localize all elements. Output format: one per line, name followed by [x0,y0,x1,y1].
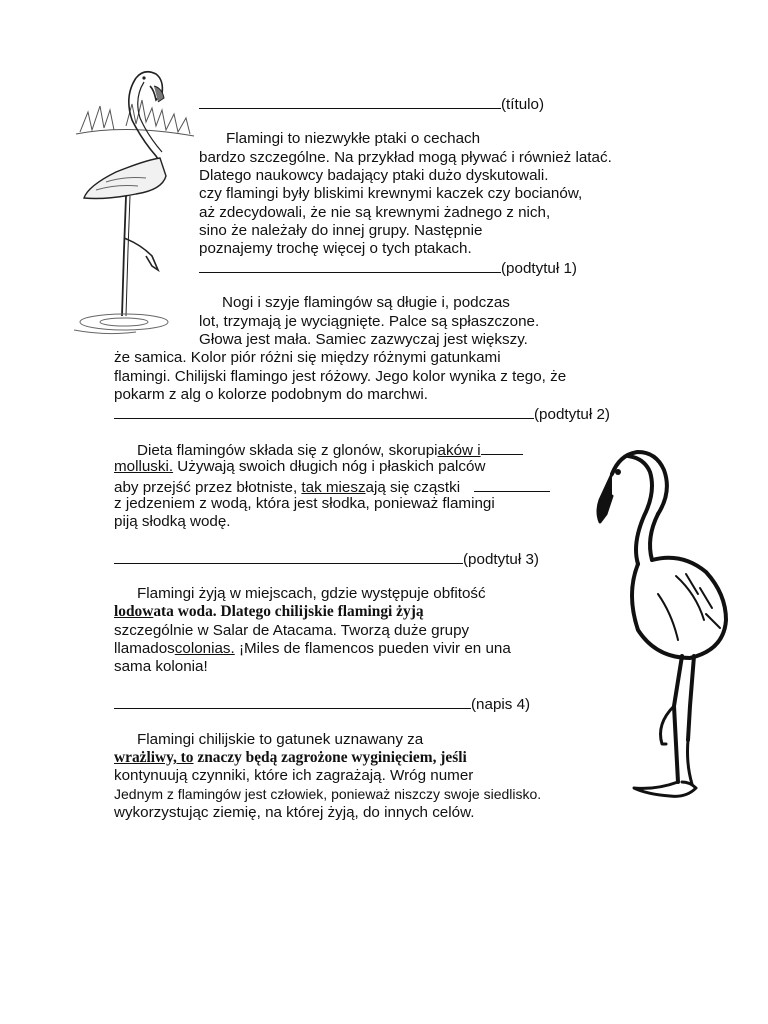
heading-4-blank[interactable] [114,694,471,709]
section3-line-4 [114,640,511,658]
subtitle-2-label: (podtytuł 2) [534,406,610,423]
section4-line-1: Flamingi chilijskie to gatunek uznawany za [137,731,424,748]
section4-line-3: kontynuują czynniki, które ich zagrażają. Wróg numer [114,767,474,784]
section3-underlined-word: lodow [114,603,154,620]
section3-line-3: szczególnie w Salar de Atacama. Tworzą duże grupy [114,622,470,639]
flamingo-sketch-illustration [66,60,198,340]
title-blank[interactable] [199,94,501,109]
section2-underlined-phrase: tak miesz [301,479,366,496]
section1-line-2: lot, trzymają je wyciągnięte. Palce są spłaszczone. [199,313,540,330]
heading-4-label: (napis 4) [471,696,531,713]
section1-line-6: pokarm z alg o kolorze podobnym do marchwi. [114,386,429,403]
section3-line-4-text: ¡Miles de flamencos pueden vivir en una [234,640,511,657]
subtitle-3-blank[interactable] [114,549,463,564]
heading-4-line [114,694,530,714]
section3-line-2-text: ata woda. Dlatego chilijskie flamingi żyją [153,603,424,620]
section3-underlined-colonias: colonias. [174,640,235,657]
section2-line-5: piją słodką wodę. [114,513,231,530]
section2-underlined-molluski: molluski. [114,458,174,475]
section2-line-1-text: Dieta flamingów składa się z glonów, skorupi [137,442,438,459]
section3-line-4-start: llamados [114,640,175,657]
intro-line-3: Dlatego naukowcy badający ptaki dużo dyskutowali. [199,167,549,184]
section3-line-1: Flamingi żyją w miejscach, gdzie występuje obfitość [137,585,486,602]
section2-underlined-word: aków i [437,442,481,459]
section2-line-3-end: ają się cząstki [365,479,461,496]
section2-line-2-text: Używają swoich długich nóg i płaskich palców [173,458,486,475]
section4-line-4: Jednym z flamingów jest człowiek, ponieważ niszczy swoje siedlisko. [114,786,542,802]
section2-line-3 [114,477,550,497]
section2-line-2 [114,458,485,476]
intro-line-7: poznajemy trochę więcej o tych ptakach. [199,240,472,257]
subtitle-3-line [114,549,539,569]
subtitle-2-blank[interactable] [114,404,534,419]
section2-line-3-text: aby przejść przez błotniste, [114,479,302,496]
subtitle-1-label: (podtytuł 1) [501,260,577,277]
section1-line-5: flamingi. Chilijski flamingo jest różowy. Jego kolor wynika z tego, że [114,368,567,385]
section1-line-4: że samica. Kolor piór różni się między różnymi gatunkami [114,349,501,366]
section2-line-4: z jedzeniem z wodą, która jest słodka, ponieważ flamingi [114,495,495,512]
section3-line-2 [114,603,424,621]
title-line [199,94,544,114]
section4-line-2 [114,749,467,767]
intro-line-2: bardzo szczególne. Na przykład mogą pływać i również latać. [199,149,612,166]
section1-line-3: Głowa jest mała. Samiec zazwyczaj jest większy. [199,331,528,348]
section2-line-1 [137,440,523,460]
flamingo-outline-illustration [586,444,734,808]
intro-line-6: sino że należały do innej grupy. Następnie [199,222,483,239]
section3-line-5: sama kolonia! [114,658,208,675]
section4-line-5: wykorzystując ziemię, na której żyją, do innych celów. [114,804,475,821]
intro-line-1: Flamingi to niezwykłe ptaki o cechach [226,130,481,147]
intro-line-4: czy flamingi były bliskimi krewnymi kaczek czy bocianów, [199,185,583,202]
section1-line-1: Nogi i szyje flamingów są długie i, podczas [222,294,510,311]
section4-underlined-phrase: wrażliwy, to [114,749,194,766]
section2-blank-2[interactable] [474,477,550,492]
subtitle-2-line [114,404,610,424]
subtitle-1-line [199,258,577,278]
subtitle-3-label: (podtytuł 3) [463,551,539,568]
subtitle-1-blank[interactable] [199,258,501,273]
intro-line-5: aż zdecydowali, że nie są krewnymi żadnego z nich, [199,204,551,221]
section2-blank-1[interactable] [481,440,523,455]
title-label: (título) [501,96,545,113]
section4-line-2-text: znaczy będą zagrożone wyginięciem, jeśli [193,749,467,766]
